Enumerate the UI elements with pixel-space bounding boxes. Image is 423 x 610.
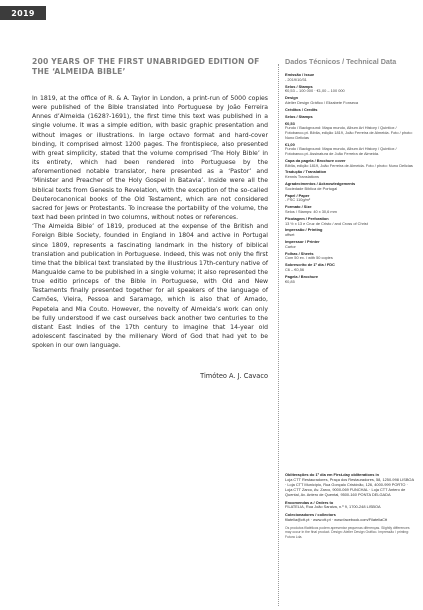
spec-value: Sociedade Bíblica de Portugal (285, 185, 338, 191)
technical-column (285, 57, 415, 286)
spec-label: Capa da pagela / Brochure cover (285, 157, 346, 163)
spec-item (285, 275, 415, 284)
spec-value: Fundo / Background: Mapa mundo, Album Art History / Quintlox / Fotobanco.pt. Assinatura de João Ferreira de Almeida. (285, 146, 397, 156)
spec-item (285, 205, 415, 214)
spec-label: Formato / Size (285, 204, 312, 210)
spec-value: Selos / Stamps: 40 x 30,6 mm (285, 208, 337, 214)
spec-label: Impressor / Printer (285, 239, 320, 245)
spec-label: €1,00 (285, 141, 295, 147)
spec-label: Tradução / Translation (285, 169, 327, 175)
column-divider (278, 64, 279, 606)
article-body (32, 94, 268, 350)
issue-value: filatelia@ctt.pt · www.ctt.pt · www.facebook.com/FilateliaCtt (285, 517, 388, 523)
issue-item (285, 473, 415, 498)
article-title: 200 YEARS OF THE FIRST UNABRIDGED EDITION OF THE ‘ALMEIDA BIBLE’ (32, 57, 260, 76)
spec-value: €0,53 – 100 000 · €1,00 – 100 000 (285, 88, 345, 94)
article-paragraph: ‘The Almeida Bible’ of 1819, produced at the expense of the British and Foreign Bible Society, founded in England in 1804 and active in Portugal since 1809, represents a fascinating landmark in the history of biblical translation and publication in Portuguese. Indeed, this was not only the first time that the biblical text translated by the illustrious 17th-century native of Mangualde came to be published in a single volume; it also represented the true editio princeps of the Bible in Portuguese, with Old and New Testaments finally presented together for all speakers of the language of Camões, Vieira, Pessoa and Saramago, which is also that of Amado, Pepetela and Mia Couto. However, the novelty of Almeida’s work can only be fully understood if we cast ourselves back another two centuries to the distant East Indies of the 17th century to imagine that 14-year old adolescent fascinated by the millenary Word of God that had yet to be spoken in our own language. (32, 223, 268, 350)
spec-item (285, 228, 415, 237)
spec-label: Sobrescrito de 1º dia / FDC (285, 262, 335, 268)
issue-info (285, 473, 415, 539)
spec-value: - FSC 110g/m² (285, 197, 311, 203)
article-paragraph: In 1819, at the office of R. & A. Taylor in London, a print-run of 5000 copies were published of the Bible translated into Portuguese by João Ferreira Annes d’Almeida (1628?-1691), the first time this text was published in a single volume. It was a simple edition, with basic graphic presentation and without images or illustrations. In large octavo format and hard-cover binding, it comprised almost 1200 pages. The frontispiece, also presented with great simplicity, stated that the volume comprised ‘The Holy Bible’ in its entirety, which had been rendered into Portuguese by the aforementioned notable translator, here presented as a ‘Pastor’ and ‘Minister and Preacher of the Holy Gospel in Batavia’. Inside were all the biblical texts from Genesis to Revelation, with the exception of the so-called Deuterocanonical books of the Old Testament, which are not considered sacred for Jews or Protestants. To increase the portability of the volume, the text had been printed in two columns, without notes or references. (32, 95, 268, 222)
spec-value: - 2019/10/31 (285, 76, 307, 82)
spec-label: Folhas / Sheets (285, 250, 314, 256)
issue-value: FILATELIA, Rua João Saraiva, n.º 9, 1700-248 LISBOA (285, 504, 381, 510)
issue-value: Loja CTT Restauradores, Praça dos Restauradores, 58, 1250-998 LISBOA · Loja CTT Município, Rua Gonçalo Cristóvão, 126, 4000-999 PORTO · Loja CTT Zarco, Av. Zarco, 9000-069 FUNCHAL · Loja CTT Antero de Quental, Av. Antero de Quental, 9500-160 PONTA DELGADA (285, 476, 414, 497)
issue-item (285, 501, 415, 511)
spec-value: Atelier Design Gráfico / Elizabete Fonseca (285, 99, 359, 105)
spec-value: €0,85 (285, 278, 295, 284)
spec-item (285, 115, 415, 120)
spec-label: Selos / Stamps (285, 113, 313, 119)
spec-value: 13 ½ x 13 e Cruz de Cristo / and Cross of Christ (285, 220, 368, 226)
spec-label: Selos / Stamps (285, 83, 313, 89)
spec-label: Pagela / Brochure (285, 273, 319, 279)
spec-label: Emissão / Issue (285, 72, 315, 77)
spec-item (285, 73, 415, 82)
spec-label: Créditos / Credits (285, 106, 318, 112)
spec-item (285, 194, 415, 203)
spec-item (285, 217, 415, 226)
spec-label: Impressão / Printing (285, 227, 323, 233)
spec-value: offset (285, 232, 295, 238)
spec-item (285, 170, 415, 179)
spec-item (285, 263, 415, 272)
spec-value: Kennis Translations (285, 174, 319, 180)
article-column (32, 57, 268, 380)
issue-list (285, 473, 415, 523)
spec-list (285, 73, 415, 284)
spec-label: €0,53 (285, 120, 295, 126)
spec-value: C6 – €0,56 (285, 266, 305, 272)
issue-label: Obliterações do 1º dia em First-day obliterations in (285, 472, 379, 477)
year-label: 2019 (11, 8, 35, 18)
spec-value: Cartor (285, 243, 296, 249)
spec-label: Papel / Paper (285, 192, 310, 198)
spec-item (285, 182, 415, 191)
spec-value: Fundo / Background: Mapa mundo, Album Art History / Quintlox / Fotobanco.pt. Bíblia, edição 1819, João Ferreira de Almeida. Foto / photo: Nuno Delicias (285, 125, 413, 140)
spec-item (285, 159, 415, 168)
spec-label: Agradecimentos / Acknowledgements (285, 181, 356, 187)
issue-label: Colecionadores / collectors (285, 512, 336, 518)
issue-item (285, 513, 415, 523)
spec-item (285, 252, 415, 261)
spec-value: Com 50 ex. / with 50 copies (285, 255, 333, 261)
spec-item (285, 240, 415, 249)
footnotes: Os produtos filatélicos podem apresentar pequenas diferenças. Slightly differences may occur in the final product. Design: Atelier Design Gráfico. Impressão / printing: Futura Lda. (285, 526, 410, 539)
spec-item (285, 122, 415, 141)
spec-item (285, 143, 415, 157)
spec-label: Design (285, 95, 298, 101)
spec-item (285, 96, 415, 105)
spec-value: Bíblia, edição 1819, João Ferreira de Almeida. Foto / photo: Nuno Delicias (285, 162, 413, 168)
technical-title: Dados Técnicos / Technical Data (285, 57, 397, 66)
spec-label: Picotagem / Perforation (285, 215, 329, 221)
article-signature: Timóteo A. J. Cavaco (200, 372, 268, 381)
spec-item (285, 85, 415, 94)
issue-label: Encomendas a / Orders to (285, 499, 334, 505)
year-tab (0, 6, 46, 20)
spec-item (285, 108, 415, 113)
